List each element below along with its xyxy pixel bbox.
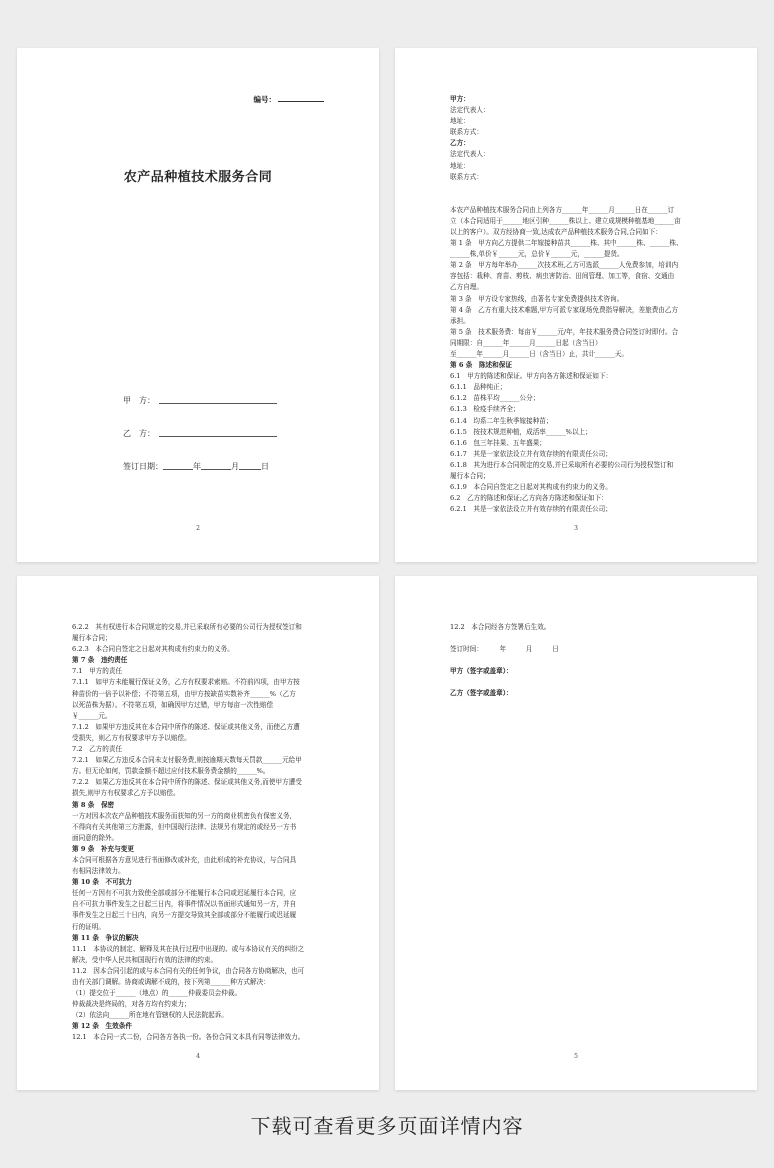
serial-label: 编号： [253, 95, 276, 104]
section-heading: 乙方（签字或盖章）： [450, 689, 513, 698]
text-line: 不得向有关其他第三方泄露，但中国现行法律、法规另有规定的或经另一方书 [72, 822, 297, 831]
text-line: 6.1.4 均系二年生秋季嫁接种苗； [450, 416, 553, 425]
text-line: 6.1 甲方的陈述和保证。甲方向各方陈述和保证如下： [450, 372, 613, 381]
text-line: 容包括：栽种、育苗、剪枝、病虫害防治、田间管理、加工等，食宿、交通由 [450, 272, 675, 281]
text-line: 以死苗株为据）。不符第五项，如确因甲方过错，甲方每亩一次性赔偿 [72, 700, 274, 709]
text-line: 地址： [450, 161, 470, 170]
year-label: 年 [193, 462, 201, 471]
text-line: 第 2 条 甲方每年举办______次技术班,乙方可选派______人免费参加，培训内 [450, 261, 679, 270]
section-heading: 乙方： [450, 139, 470, 148]
text-line: 7.1 甲方的责任 [72, 667, 123, 676]
text-line: 6.1.8 其为进行本合同规定的交易,并已采取所有必要的公司行为授权签订和 [450, 460, 674, 469]
text-line: 6.2 乙方的陈述和保证;乙方向各方陈述和保证如下： [450, 494, 608, 503]
section-heading: 第 10 条 不可抗力 [72, 878, 132, 887]
text-line: 自不可抗力事件发生之日起三日内，将事件情况以书面形式通知另一方，并自 [72, 900, 297, 909]
section-heading: 第 9 条 补充与变更 [72, 844, 134, 853]
text-line: 一方对因本次农产品种植技术服务而获知的另一方的商业机密负有保密义务, [72, 811, 292, 820]
serial-number [254, 94, 325, 105]
text-line: 解决，受中华人民共和国现行有效的法律的约束。 [72, 955, 218, 964]
text-line [450, 633, 559, 644]
text-line: 第 3 条 甲方设专家热线，由著名专家免费提供技术咨询。 [450, 294, 624, 303]
page-number: 5 [574, 1053, 578, 1060]
month-label: 月 [231, 462, 239, 471]
text-line [450, 655, 559, 666]
text-line: 6.1.5 按技术规范种植，成活率______%以上； [450, 427, 592, 436]
text-line: 同期限：自______年______月______日起（含当日） [450, 338, 602, 347]
text-line: 有相同法律效力。 [72, 867, 125, 876]
text-line: 事件发生之日起三十日内，向另一方提交导致其全部或部分不能履行或迟延履 [72, 911, 297, 920]
page-number: 4 [196, 1053, 200, 1060]
text-line: 本合同可根据各方意见进行书面修改或补充，由此形成的补充协议，与合同具 [72, 855, 297, 864]
text-line: 地址： [450, 117, 470, 126]
text-line: 仲裁裁决是终局的，对各方均有约束力； [72, 1000, 191, 1009]
text-line: 由有关部门调解。协商或调解不成的，按下列第______种方式解决： [72, 978, 270, 986]
text-line [450, 677, 559, 688]
day-label: 日 [261, 462, 269, 471]
document-page-2 [395, 48, 757, 562]
text-line: 6.1.3 检疫手续齐全； [450, 405, 520, 414]
text-line: 损失,则甲方有权要求乙方予以赔偿。 [72, 789, 180, 798]
party-a-label: 甲 方： [123, 396, 155, 405]
text-line: 6.2.2 其有权进行本合同规定的交易,并已采取所有必要的公司行为授权签订和 [72, 623, 302, 631]
day-blank [239, 469, 261, 470]
document-page-4 [395, 576, 757, 1090]
text-line: ______株,单价￥______元，总价￥______元，______提货。 [450, 250, 624, 259]
text-line: 6.1.7 其是一家依法设立并有效存续的有限责任公司； [450, 449, 612, 458]
page-body [450, 94, 683, 515]
text-line [450, 183, 683, 194]
party-b-field [123, 428, 277, 439]
download-caption: 下载可查看更多页面详情内容 [250, 1114, 524, 1138]
text-line: 第 4 条 乙方有重大技术难题,甲方可派专家现场免费指导解决，差旅费由乙方 [450, 305, 679, 314]
text-line: 本农产品种植技术服务合同由上列各方______年______月______日在______订 [450, 205, 675, 214]
text-line: 第 5 条 技术服务费：每亩￥______元/年，年技术服务费合同签订时即付。合 [450, 327, 679, 336]
text-line: 任何一方因有不可抗力致使全部或部分不能履行本合同或迟延履行本合同，应 [72, 889, 297, 898]
text-line: 受损失，则乙方有权要求甲方予以赔偿。 [72, 733, 191, 742]
text-line: 至______年______月______日（含当日）止，共计______天。 [450, 349, 629, 358]
text-line: 法定代表人： [450, 106, 490, 115]
text-line: 行的证明。 [72, 922, 105, 931]
section-heading: 第 6 条 陈述和保证 [450, 361, 512, 370]
section-heading: 第 12 条 生效条件 [72, 1022, 132, 1031]
page-body [450, 622, 559, 699]
text-line: 7.2.1 如果乙方违反本合同未支付服务费,则按逾期天数每天罚款______元给甲 [72, 756, 302, 765]
year-blank [163, 469, 193, 470]
text-line: 6.1.2 苗株平均______公分； [450, 394, 540, 403]
text-line: 联系方式： [450, 172, 483, 181]
section-heading: 甲方： [450, 95, 470, 103]
text-line: 法定代表人： [450, 150, 490, 159]
text-line: 7.2.2 如果乙方违反其在本合同中所作的陈述、保证或其他义务,而使甲方遭受 [72, 778, 302, 787]
text-line: 12.2 本合同经各方签署后生效。 [450, 623, 551, 631]
text-line: 履行本合同； [72, 634, 112, 643]
page-number: 2 [196, 525, 200, 532]
text-line: 乙方自理。 [450, 283, 483, 292]
section-heading: 第 11 条 争议的解决 [72, 933, 139, 942]
contract-title: 农产品种植技术服务合同 [123, 170, 273, 185]
text-line: 11.1 本协议的制定、解释及其在执行过程中出现的、或与本协议有关的纠纷之 [72, 944, 305, 953]
section-heading: 第 7 条 违约责任 [72, 656, 128, 665]
party-a-blank [159, 403, 277, 404]
text-line: 6.1.1 品种纯正； [450, 383, 507, 392]
text-line: 6.1.9 本合同自签定之日起对其构成有约束力的义务。 [450, 483, 612, 492]
text-line: ￥______元。 [72, 711, 112, 720]
text-line: 11.2 因本合同引起的或与本合同有关的任何争议，由合同各方协商解决，也可 [72, 966, 305, 975]
text-line: 承担。 [450, 316, 470, 325]
text-line: 7.1.2 如果甲方违反其在本合同中所作的陈述、保证或其他义务，而使乙方遭 [72, 722, 300, 731]
text-line: 以上的客户）。双方经协商一致,达成农产品种植技术服务合同,合同如下： [450, 227, 662, 236]
document-page-3 [17, 576, 379, 1090]
text-line: （1）提交位于______（地点）的______仲裁委员会仲裁。 [72, 989, 242, 998]
serial-blank [278, 101, 324, 102]
party-a-field [123, 395, 277, 406]
text-line: 履行本合同； [450, 472, 490, 480]
section-heading: 甲方（签字或盖章）： [450, 667, 513, 676]
text-line: 6.1.6 包三年挂果、五年盛果； [450, 438, 546, 447]
text-line: 第 1 条 甲方向乙方提供二年嫁接种苗共______株、其中______株、______株、 [450, 239, 683, 248]
month-blank [201, 469, 231, 470]
page-body [72, 622, 304, 1044]
text-line: 6.2.1 其是一家依法设立并有效存续的有限责任公司； [450, 505, 612, 514]
text-line: 立（本合同适用于______地区引种______株以上、建立成规模种植基地______亩 [450, 216, 681, 225]
text-line: 联系方式： [450, 128, 483, 137]
sign-date-label: 签订日期： [123, 462, 163, 471]
text-line: 方。但无论如何，罚款金额不超过应付技术服务费金额的______%。 [72, 767, 270, 776]
section-heading: 第 8 条 保密 [72, 800, 115, 809]
text-line: 6.2.3 本合同自签定之日起对其构成有约束力的义务。 [72, 645, 234, 654]
text-line: 面同意的除外。 [72, 833, 119, 842]
text-line: （2）依法向______所在地有管辖权的人民法院起诉。 [72, 1011, 228, 1020]
text-line: 7.1.1 如甲方未能履行保证义务，乙方有权要求索赔。不符前四项，由甲方按 [72, 678, 300, 687]
text-line [450, 194, 683, 205]
text-line: 12.1 本合同一式二份，合同各方各执一份。各份合同文本具有同等法律效力。 [72, 1033, 305, 1042]
party-b-blank [159, 436, 277, 437]
sign-date [123, 461, 269, 472]
document-page-cover [17, 48, 379, 562]
page-number: 3 [574, 525, 578, 532]
party-b-label: 乙 方： [123, 429, 155, 438]
text-line: 7.2 乙方的责任 [72, 745, 123, 754]
text-line: 种苗价的一倍予以补偿；不符第五项，由甲方按缺苗实数补齐______%（乙方 [72, 689, 296, 698]
text-line: 签订时间： 年 月 日 [450, 645, 559, 654]
